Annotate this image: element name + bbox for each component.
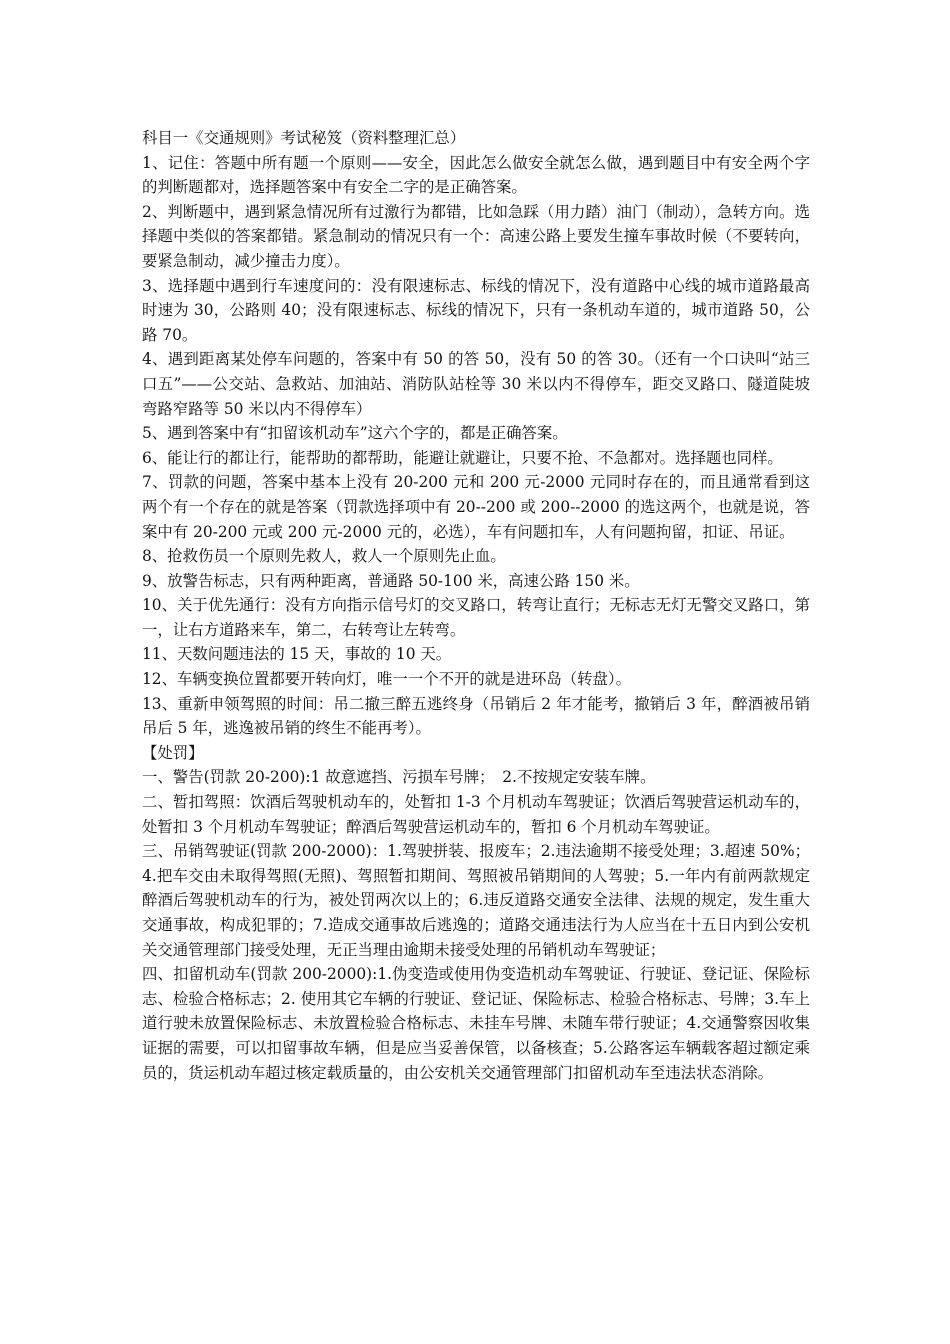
penalty-heading: 【处罚】 bbox=[142, 743, 204, 762]
rule-item-3: 3、选择题中遇到行车速度问的：没有限速标志、标线的情况下，没有道路中心线的城市道路最高时速为 30，公路则 40；没有限速标志、标线的情况下，只有一条机动车道的，城市道路 50，公路 70。 bbox=[142, 276, 810, 344]
rule-item-2: 2、判断题中，遇到紧急情况所有过激行为都错，比如急踩（用力踏）油门（制动），急转方向。选择题中类似的答案都错。紧急制动的情况只有一个：高速公路上要发生撞车事故时候（不要转向，要紧急制动，减少撞击力度）。 bbox=[142, 202, 810, 270]
rule-item-12: 12、车辆变换位置都要开转向灯，唯一一个不开的就是进环岛（转盘）。 bbox=[142, 670, 631, 689]
rule-item-8: 8、抢救伤员一个原则先救人，救人一个原则先止血。 bbox=[142, 547, 506, 566]
document-title: 科目一《交通规则》考试秘笈（资料整理汇总） bbox=[142, 129, 466, 147]
penalty-vehicle-detention: 四、扣留机动车(罚款 200-2000):1.伪变造或使用伪变造机动车驾驶证、行驶证、登记证、保险标志、检验合格标志；2. 使用其它车辆的行驶证、登记证、保险标志、检验合格标志、号牌；3.车上道行驶未放置保险标志、未放置检验合格标志、未挂车号牌、未随车带行驶证；4.交通警察因收集证据的需要，可以扣留事故车辆，但是应当妥善保管，以备核查；5.公路客运车辆载客超过额定乘员的，货运机动车超过核定载质量的，由公安机关交通管理部门扣留机动车至违法状态消除。 bbox=[142, 965, 810, 1082]
rule-item-5: 5、遇到答案中有“扣留该机动车”这六个字的，都是正确答案。 bbox=[142, 424, 568, 443]
rule-item-1: 1、记住：答题中所有题一个原则——安全，因此怎么做安全就怎么做，遇到题目中有安全两个字的判断题都对，选择题答案中有安全二字的是正确答案。 bbox=[142, 153, 810, 197]
rule-item-4: 4、遇到距离某处停车问题的，答案中有 50 的答 50，没有 50 的答 30。（还有一个口诀叫“站三口五”——公交站、急救站、加油站、消防队站栓等 30 米以内不得停车，距交叉路口、隧道陡坡弯路窄路等 50 米以内不得停车） bbox=[142, 350, 810, 418]
rule-item-10: 10、关于优先通行：没有方向指示信号灯的交叉路口，转弯让直行；无标志无灯无警交叉路口，第一，让右方道路来车，第二，右转弯让左转弯。 bbox=[142, 596, 810, 639]
rule-item-11: 11、天数问题违法的 15 天，事故的 10 天。 bbox=[142, 645, 452, 664]
rule-item-6: 6、能让行的都让行，能帮助的都帮助，能避让就避让，只要不抢、不急都对。选择题也同样。 bbox=[142, 448, 783, 467]
rule-item-7: 7、罚款的问题，答案中基本上没有 20-200 元和 200 元-2000 元同时存在的，而且通常看到这两个有一个存在的就是答案（罚款选择项中有 20--200 或 200--2000 的选这两个，也就是说，答案中有 20-200 元或 200 元-2000 元的，必选），车有问题扣车，人有问题拘留，扣证、吊证。 bbox=[142, 473, 810, 541]
rule-item-13: 13、重新申领驾照的时间：吊二撤三醉五逃终身（吊销后 2 年才能考，撤销后 3 年，醉酒被吊销吊后 5 年，逃逸被吊销的终生不能再考）。 bbox=[142, 694, 810, 738]
document-body bbox=[142, 126, 810, 1085]
penalty-license-suspension: 二、暂扣驾照：饮酒后驾驶机动车的，处暂扣 1-3 个月机动车驾驶证；饮酒后驾驶营运机动车的，处暂扣 3 个月机动车驾驶证；醉酒后驾驶营运机动车的，暂扣 6 个月机动车驾驶证。 bbox=[142, 793, 810, 836]
penalty-license-revocation: 三、吊销驾驶证(罚款 200-2000)：1.驾驶拼装、报废车；2.违法逾期不接受处理；3.超速 50%；4.把车交由未取得驾照(无照)、驾照暂扣期间、驾照被吊销期间的人驾驶；5.一年内有前两款规定醉酒后驾驶机动车的行为，被处罚两次以上的；6.违反道路交通安全法律、法规的规定，发生重大交通事故，构成犯罪的；7.造成交通事故后逃逸的；道路交通违法行为人应当在十五日内到公安机关交通管理部门接受处理，无正当理由逾期未接受处理的吊销机动车驾驶证； bbox=[142, 842, 810, 959]
penalty-warning: 一、警告(罚款 20-200):1 故意遮挡、污损车号牌； 2.不按规定安装车牌。 bbox=[142, 768, 656, 787]
rule-item-9: 9、放警告标志，只有两种距离，普通路 50-100 米，高速公路 150 米。 bbox=[142, 571, 640, 590]
